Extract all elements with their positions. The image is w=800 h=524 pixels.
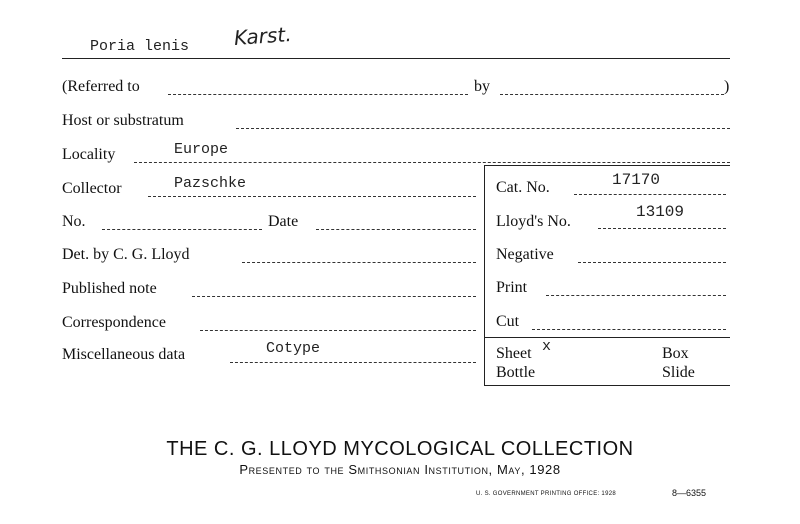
referred-to-line <box>168 94 468 95</box>
close-paren: ) <box>724 78 730 95</box>
printing-office-note: U. S. GOVERNMENT PRINTING OFFICE: 1928 <box>476 491 616 497</box>
species-line <box>62 58 730 59</box>
species-author-handwritten: Karst. <box>233 22 293 50</box>
print-label: Print <box>496 279 528 296</box>
cut-line <box>532 329 726 330</box>
published-note-line <box>192 296 476 297</box>
det-label: Det. by C. G. Lloyd <box>62 246 190 263</box>
lloyds-no-line <box>598 228 726 229</box>
correspondence-label: Correspondence <box>62 314 166 331</box>
box-left-border <box>484 165 485 385</box>
box-bottom-border <box>484 385 730 386</box>
negative-label: Negative <box>496 246 554 263</box>
cut-label: Cut <box>496 313 520 330</box>
date-line <box>316 229 476 230</box>
lloyds-no-value: 13109 <box>636 203 685 221</box>
slide-label: Slide <box>662 364 695 381</box>
print-line <box>546 295 726 296</box>
bottle-label: Bottle <box>496 364 536 381</box>
date-label: Date <box>268 213 299 230</box>
box-sheet-divider <box>484 337 730 338</box>
sheet-mark: x <box>542 338 552 355</box>
no-line <box>102 229 262 230</box>
by-label: by <box>474 78 490 95</box>
box-top-border <box>484 165 730 166</box>
box-label: Box <box>662 345 689 362</box>
host-line <box>236 128 730 129</box>
locality-line <box>134 162 730 163</box>
lloyds-no-label: Lloyd's No. <box>496 213 571 230</box>
misc-data-value: Cotype <box>266 340 321 357</box>
cat-no-line <box>574 194 726 195</box>
referred-to-label: (Referred to <box>62 78 140 95</box>
correspondence-line <box>200 330 476 331</box>
collector-value: Pazschke <box>174 175 247 192</box>
form-code: 8—6355 <box>672 488 707 498</box>
collection-subtitle: Presented to the Smithsonian Institution, May, 1928 <box>239 462 561 477</box>
misc-data-line <box>230 362 476 363</box>
collection-title: THE C. G. LLOYD MYCOLOGICAL COLLECTION <box>166 438 634 460</box>
det-line <box>242 262 476 263</box>
collector-line <box>148 196 476 197</box>
collector-label: Collector <box>62 180 122 197</box>
species-name: Poria lenis <box>90 38 190 55</box>
by-line <box>500 94 724 95</box>
no-label: No. <box>62 213 86 230</box>
host-label: Host or substratum <box>62 112 184 129</box>
locality-label: Locality <box>62 146 116 163</box>
locality-value: Europe <box>174 141 229 158</box>
cat-no-value: 17170 <box>612 171 661 189</box>
published-note-label: Published note <box>62 280 157 297</box>
cat-no-label: Cat. No. <box>496 179 550 196</box>
sheet-label: Sheet <box>496 345 532 362</box>
misc-data-label: Miscellaneous data <box>62 346 186 363</box>
negative-line <box>578 262 726 263</box>
